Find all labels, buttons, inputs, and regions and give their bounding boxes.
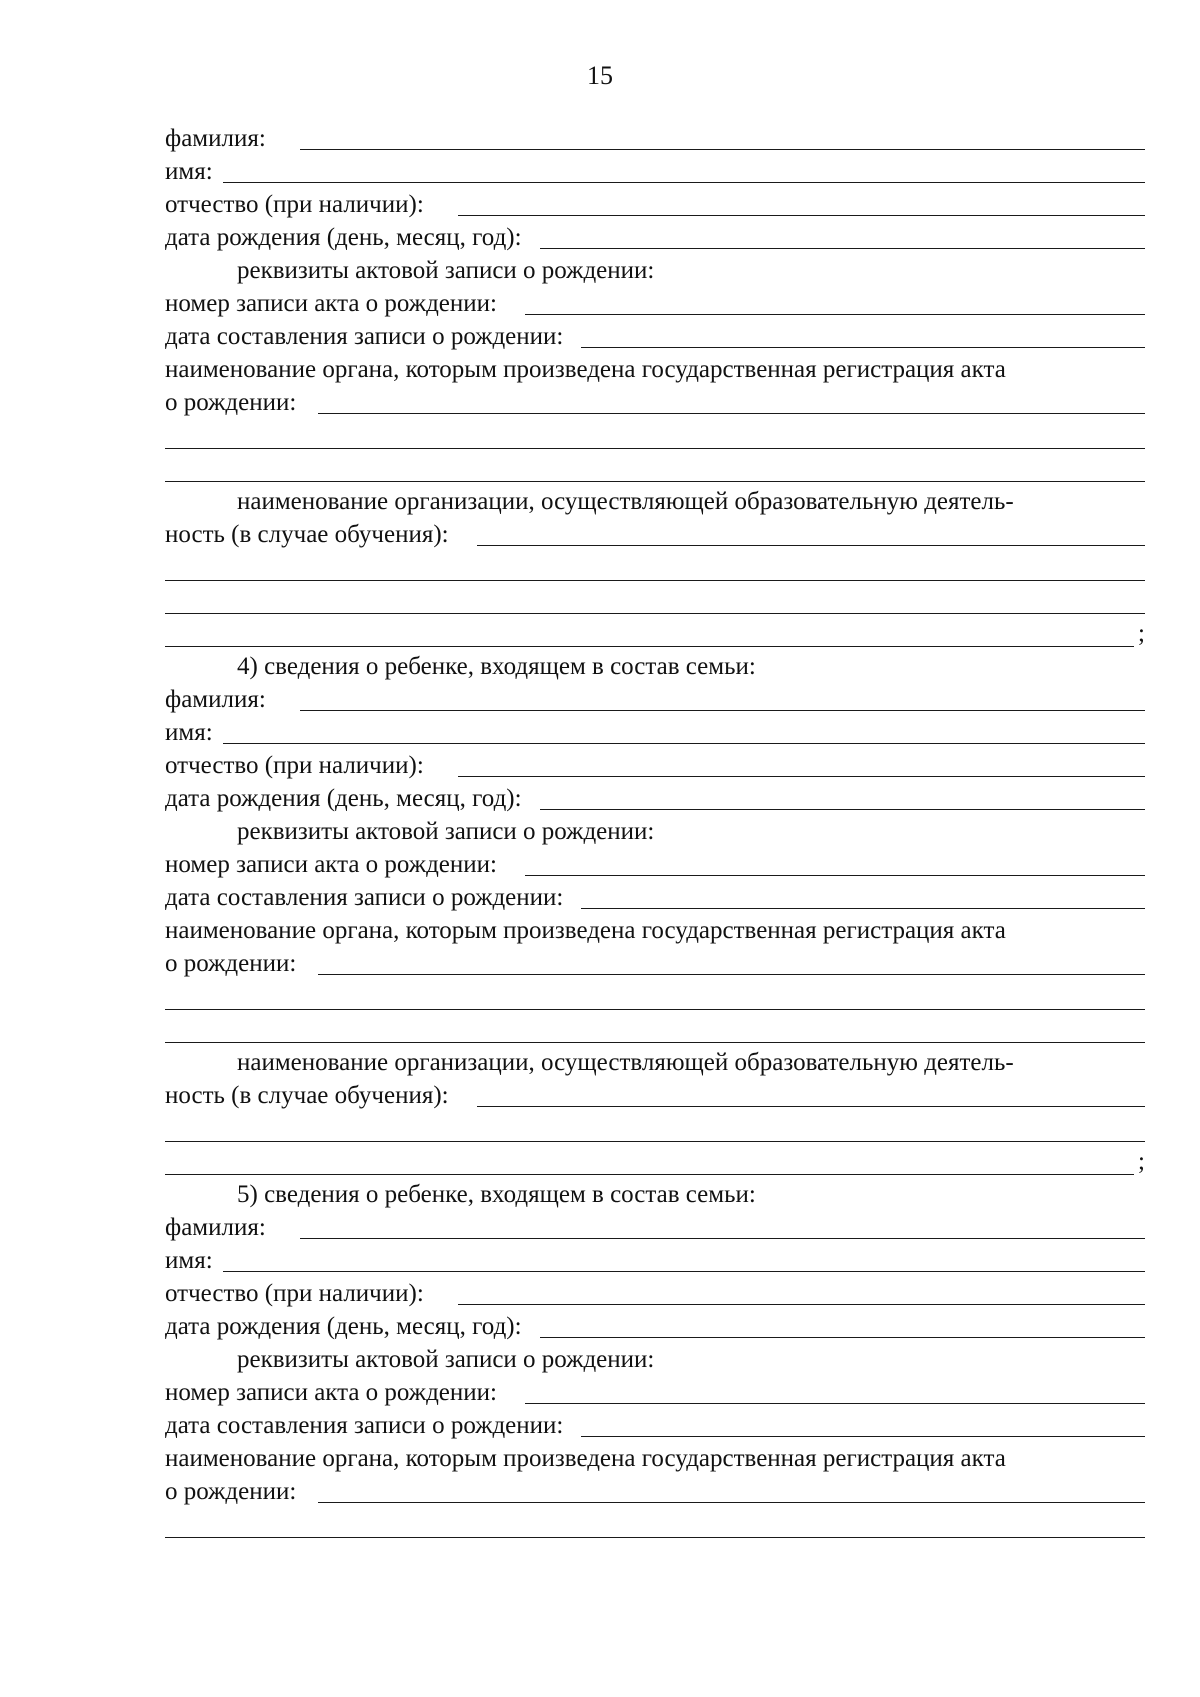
surname-row [165, 1211, 1145, 1244]
authority-row-2 [165, 1475, 1145, 1508]
record-number-field[interactable] [525, 314, 1145, 315]
authority-extra-line-2 [165, 452, 1145, 485]
child5-heading-label: 5) сведения о ребенке, входящем в состав семьи: [237, 1181, 756, 1208]
patronymic-label: отчество (при наличии): [165, 1280, 424, 1307]
patronymic-label: отчество (при наличии): [165, 191, 424, 218]
page-number: 15 [587, 61, 613, 90]
org-extra-line-2 [165, 584, 1145, 617]
blank-line[interactable] [165, 1009, 1145, 1010]
surname-row [165, 683, 1145, 716]
org-row-2 [165, 1079, 1145, 1112]
patronymic-field[interactable] [458, 776, 1145, 777]
authority-label-2: о рождении: [165, 950, 297, 977]
surname-field[interactable] [300, 149, 1145, 150]
org-extra-line-1 [165, 1112, 1145, 1145]
authority-label-2: о рождении: [165, 1478, 297, 1505]
name-label: имя: [165, 158, 213, 185]
blank-line[interactable] [165, 580, 1145, 581]
org-row-1 [165, 1046, 1145, 1079]
record-number-field[interactable] [525, 875, 1145, 876]
birth-date-field[interactable] [540, 248, 1145, 249]
record-date-label: дата составления записи о рождении: [165, 884, 564, 911]
patronymic-field[interactable] [458, 215, 1145, 216]
org-row-2 [165, 518, 1145, 551]
name-field[interactable] [223, 743, 1145, 744]
authority-label-1: наименование органа, которым произведена государственная регистрация акта [165, 917, 1006, 944]
name-label: имя: [165, 1247, 213, 1274]
record-details-label: реквизиты актовой записи о рождении: [237, 257, 655, 284]
authority-row-1 [165, 353, 1145, 386]
record-date-label: дата составления записи о рождении: [165, 323, 564, 350]
birth-date-label: дата рождения (день, месяц, год): [165, 224, 522, 251]
org-label-1: наименование организации, осуществляющей образовательную деятель- [237, 488, 1014, 515]
blank-line[interactable] [165, 1141, 1145, 1142]
org-extra-line-1 [165, 551, 1145, 584]
record-details-label: реквизиты актовой записи о рождении: [237, 818, 655, 845]
name-field[interactable] [223, 182, 1145, 183]
patronymic-field[interactable] [458, 1304, 1145, 1305]
blank-line[interactable] [165, 613, 1145, 614]
org-extra-line-3 [165, 617, 1145, 650]
birth-date-row [165, 1310, 1145, 1343]
record-details-heading [165, 815, 1145, 848]
birth-date-field[interactable] [540, 809, 1145, 810]
record-number-label: номер записи акта о рождении: [165, 851, 497, 878]
surname-field[interactable] [300, 710, 1145, 711]
name-row [165, 716, 1145, 749]
blank-line[interactable] [165, 481, 1145, 482]
blank-line[interactable] [165, 1042, 1145, 1043]
record-number-label: номер записи акта о рождении: [165, 1379, 497, 1406]
record-number-field[interactable] [525, 1403, 1145, 1404]
authority-extra-line-1 [165, 419, 1145, 452]
record-date-field[interactable] [581, 1436, 1145, 1437]
blank-line[interactable] [165, 448, 1145, 449]
surname-row [165, 122, 1145, 155]
name-field[interactable] [223, 1271, 1145, 1272]
birth-date-label: дата рождения (день, месяц, год): [165, 1313, 522, 1340]
record-number-label: номер записи акта о рождении: [165, 290, 497, 317]
name-row [165, 1244, 1145, 1277]
child4-heading-label: 4) сведения о ребенке, входящем в состав семьи: [237, 653, 756, 680]
name-label: имя: [165, 719, 213, 746]
record-date-field[interactable] [581, 347, 1145, 348]
record-number-row [165, 848, 1145, 881]
surname-label: фамилия: [165, 686, 266, 713]
blank-line[interactable] [165, 1174, 1134, 1175]
surname-label: фамилия: [165, 125, 266, 152]
surname-field[interactable] [300, 1238, 1145, 1239]
org-row-1 [165, 485, 1145, 518]
org-extra-line-2 [165, 1145, 1145, 1178]
record-details-label: реквизиты актовой записи о рождении: [237, 1346, 655, 1373]
authority-label-1: наименование органа, которым произведена государственная регистрация акта [165, 356, 1006, 383]
authority-row-2 [165, 386, 1145, 419]
birth-date-row [165, 221, 1145, 254]
name-row [165, 155, 1145, 188]
record-date-label: дата составления записи о рождении: [165, 1412, 564, 1439]
authority-label-1: наименование органа, которым произведена государственная регистрация акта [165, 1445, 1006, 1472]
patronymic-row [165, 188, 1145, 221]
authority-extra-line-1 [165, 1508, 1145, 1541]
record-number-row [165, 1376, 1145, 1409]
patronymic-label: отчество (при наличии): [165, 752, 424, 779]
authority-field[interactable] [318, 413, 1145, 414]
org-label-2: ность (в случае обучения): [165, 1082, 449, 1109]
blank-line[interactable] [165, 1537, 1145, 1538]
semicolon: ; [1138, 1148, 1145, 1175]
record-details-heading [165, 1343, 1145, 1376]
authority-row-1 [165, 914, 1145, 947]
record-date-row [165, 320, 1145, 353]
patronymic-row [165, 1277, 1145, 1310]
record-date-field[interactable] [581, 908, 1145, 909]
birth-date-row [165, 782, 1145, 815]
record-date-row [165, 881, 1145, 914]
authority-row-1 [165, 1442, 1145, 1475]
semicolon: ; [1138, 620, 1145, 647]
record-details-heading [165, 254, 1145, 287]
surname-label: фамилия: [165, 1214, 266, 1241]
blank-line[interactable] [165, 646, 1134, 647]
authority-field[interactable] [318, 1502, 1145, 1503]
authority-label-2: о рождении: [165, 389, 297, 416]
authority-row-2 [165, 947, 1145, 980]
record-number-row [165, 287, 1145, 320]
form-body [165, 122, 1145, 1541]
child4-heading [165, 650, 1145, 683]
authority-extra-line-1 [165, 980, 1145, 1013]
org-field[interactable] [477, 545, 1145, 546]
org-label-2: ность (в случае обучения): [165, 521, 449, 548]
record-date-row [165, 1409, 1145, 1442]
authority-extra-line-2 [165, 1013, 1145, 1046]
org-field[interactable] [477, 1106, 1145, 1107]
authority-field[interactable] [318, 974, 1145, 975]
birth-date-field[interactable] [540, 1337, 1145, 1338]
birth-date-label: дата рождения (день, месяц, год): [165, 785, 522, 812]
patronymic-row [165, 749, 1145, 782]
org-label-1: наименование организации, осуществляющей образовательную деятель- [237, 1049, 1014, 1076]
child5-heading [165, 1178, 1145, 1211]
